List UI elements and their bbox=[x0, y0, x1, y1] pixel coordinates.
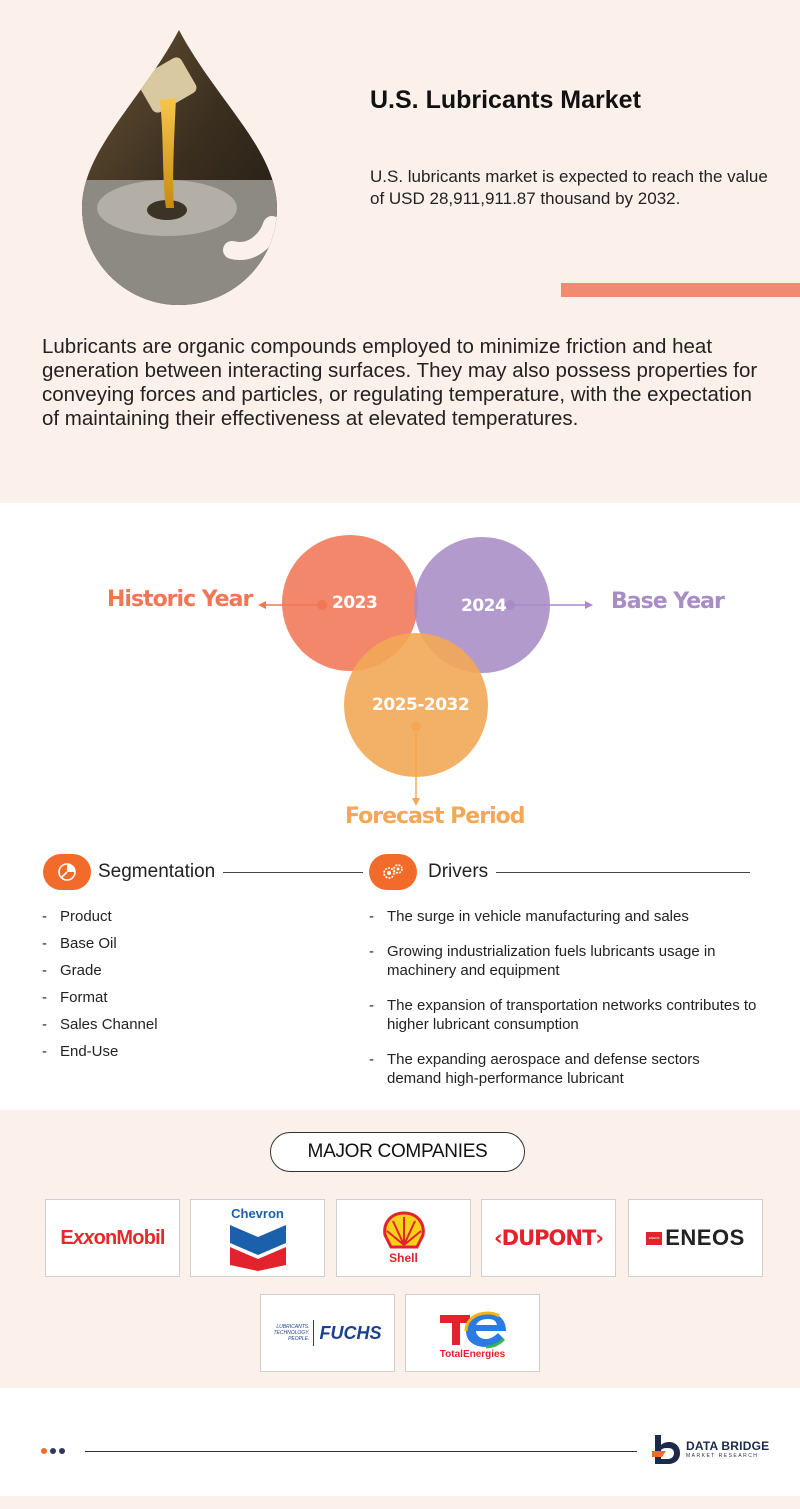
footer bbox=[0, 1388, 800, 1509]
segmentation-title: Segmentation bbox=[98, 861, 216, 882]
intro-paragraph: Lubricants are organic compounds employed to minimize friction and heat generation between interacting surfaces. They may also possess properties for conveying forces and particles, or regulating temperature, with the expectation of maintaining their effectiveness at elevated temperatures. bbox=[42, 335, 758, 430]
timeline-diagram bbox=[0, 503, 800, 843]
companies-section bbox=[0, 1110, 800, 1388]
brand-name: DATA BRIDGE bbox=[686, 1438, 770, 1453]
chevron-mark-icon bbox=[229, 1223, 287, 1271]
historic-year-label: Historic Year bbox=[107, 587, 253, 612]
drivers-divider bbox=[496, 872, 750, 873]
eneos-mark-icon: ENEOS bbox=[646, 1232, 662, 1245]
segmentation-list bbox=[42, 907, 158, 1069]
footer-strip bbox=[0, 1496, 800, 1509]
segmentation-divider bbox=[223, 872, 363, 873]
totalenergies-logo: TotalEnergies bbox=[405, 1294, 540, 1372]
segmentation-item: - Base Oil bbox=[42, 935, 117, 952]
shell-pecten-icon bbox=[381, 1211, 427, 1251]
segmentation-header bbox=[43, 854, 363, 890]
pie-chart-icon bbox=[43, 854, 91, 890]
market-forecast-text: U.S. lubricants market is expected to reach the value of USD 28,911,911.87 thousand by 2032. bbox=[370, 167, 768, 208]
shell-logo: Shell bbox=[336, 1199, 471, 1277]
chevron-logo: Chevron bbox=[190, 1199, 325, 1277]
data-bridge-logo bbox=[652, 1433, 769, 1465]
eneos-logo: ENEOS ENEOS bbox=[628, 1199, 763, 1277]
drivers-header bbox=[369, 854, 750, 890]
driver-item: - Growing industrialization fuels lubricants usage in machinery and equipment bbox=[369, 943, 716, 979]
footer-divider bbox=[85, 1451, 637, 1452]
segmentation-item: - Product bbox=[42, 908, 112, 925]
dupont-logo: ‹DUPONT› bbox=[481, 1199, 616, 1277]
dots-decoration bbox=[41, 1448, 65, 1454]
totalenergies-mark-icon bbox=[436, 1307, 510, 1349]
drivers-title: Drivers bbox=[428, 861, 489, 882]
driver-item: - The expansion of transportation networks contributes to higher lubricant consumption bbox=[369, 997, 757, 1033]
segmentation-item: - End-Use bbox=[42, 1043, 119, 1060]
accent-bar bbox=[561, 283, 800, 297]
forecast-period-label: Forecast Period bbox=[345, 804, 525, 829]
hero-section bbox=[0, 0, 800, 503]
historic-year-value: 2023 bbox=[332, 593, 378, 613]
segmentation-item: - Sales Channel bbox=[42, 1016, 158, 1033]
base-year-label: Base Year bbox=[611, 589, 724, 614]
driver-item: - The expanding aerospace and defense sectors demand high-performance lubricant bbox=[369, 1051, 700, 1087]
forecast-period-value: 2025-2032 bbox=[372, 695, 470, 715]
exxonmobil-logo: ExxonMobil bbox=[45, 1199, 180, 1277]
brand-tagline: MARKET RESEARCH bbox=[686, 1452, 759, 1459]
gears-icon bbox=[369, 854, 417, 890]
drivers-list bbox=[369, 907, 769, 1090]
oil-drop-image bbox=[82, 30, 277, 305]
page-title: U.S. Lubricants Market bbox=[370, 86, 641, 114]
major-companies-heading: MAJOR COMPANIES bbox=[270, 1132, 525, 1172]
fuchs-logo: LUBRICANTS. TECHNOLOGY. PEOPLE. FUCHS bbox=[260, 1294, 395, 1372]
base-year-value: 2024 bbox=[461, 596, 507, 616]
segmentation-item: - Format bbox=[42, 989, 108, 1006]
timeline-section bbox=[0, 503, 800, 843]
segmentation-item: - Grade bbox=[42, 962, 102, 979]
driver-item: - The surge in vehicle manufacturing and sales bbox=[369, 908, 689, 925]
data-bridge-mark-icon bbox=[652, 1433, 682, 1465]
